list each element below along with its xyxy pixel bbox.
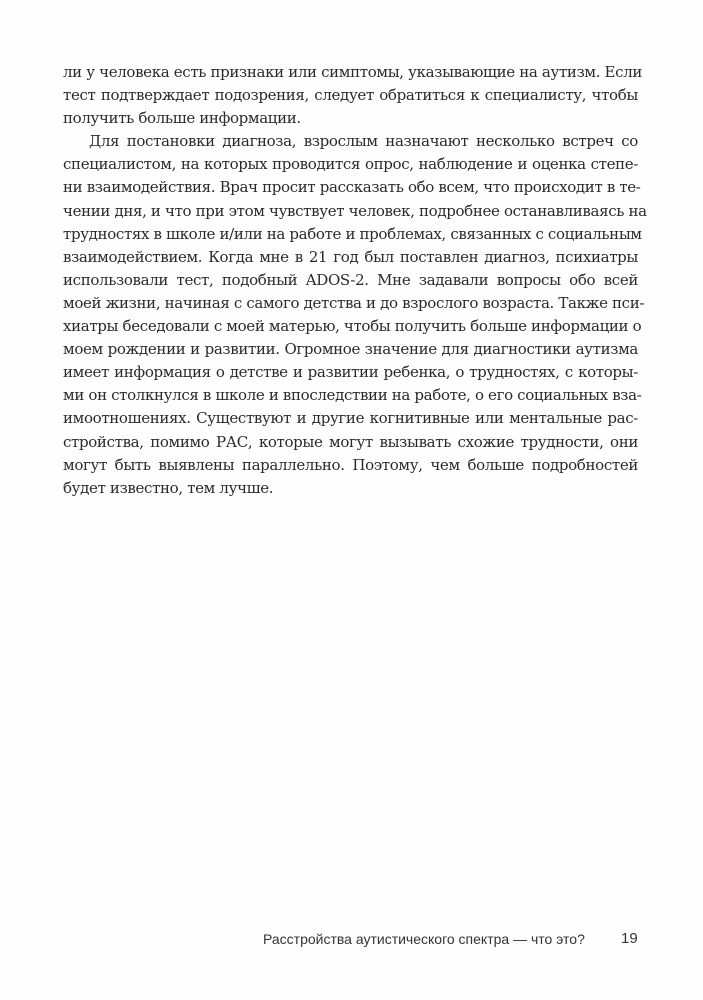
text-line: имеет информация о детстве и развитии ребенка, о трудностях, с которы-	[63, 363, 638, 382]
text-line: получить больше информации.	[63, 109, 301, 128]
body-text	[63, 61, 647, 500]
text-line: ли у человека есть признаки или симптомы, указывающие на аутизм. Если	[63, 63, 643, 81]
page-number: 19	[621, 930, 638, 947]
text-line: хиатры беседовали с моей матерью, чтобы получить больше информации о	[63, 317, 642, 336]
text-line: будет известно, тем лучше.	[63, 478, 274, 497]
paragraph	[63, 61, 643, 130]
text-line: использовали тест, подобный ADOS-2. Мне задавали вопросы обо всей	[63, 270, 638, 289]
text-line: имоотношениях. Существуют и другие когнитивные или ментальные рас-	[63, 409, 638, 428]
text-line: трудностях в школе и/или на работе и проблемах, связанных с социальным	[63, 224, 642, 243]
paragraph	[63, 130, 647, 500]
text-line: ни взаимодействия. Врач просит рассказать обо всем, что происходит в те-	[63, 178, 641, 197]
running-footer-title: Расстройства аутистического спектра — что это?	[263, 931, 585, 947]
text-line: моей жизни, начиная с самого детства и до взрослого возраста. Также пси-	[63, 293, 645, 312]
text-line: стройства, помимо РАС, которые могут вызывать схожие трудности, они	[63, 432, 638, 451]
text-line: взаимодействием. Когда мне в 21 год был поставлен диагноз, психиатры	[63, 247, 638, 266]
text-line: моем рождении и развитии. Огромное значение для диагностики аутизма	[63, 340, 638, 359]
text-line: чении дня, и что при этом чувствует человек, подробнее останавливаясь на	[63, 201, 647, 220]
text-line: тест подтверждает подозрения, следует обратиться к специалисту, чтобы	[63, 86, 638, 105]
text-line: ми он столкнулся в школе и впоследствии на работе, о его социальных вза-	[63, 386, 642, 405]
text-line: специалистом, на которых проводится опрос, наблюдение и оценка степе-	[63, 155, 638, 174]
text-line: Для постановки диагноза, взрослым назначают несколько встреч со	[89, 132, 638, 151]
text-line: могут быть выявлены параллельно. Поэтому, чем больше подробностей	[63, 455, 638, 474]
